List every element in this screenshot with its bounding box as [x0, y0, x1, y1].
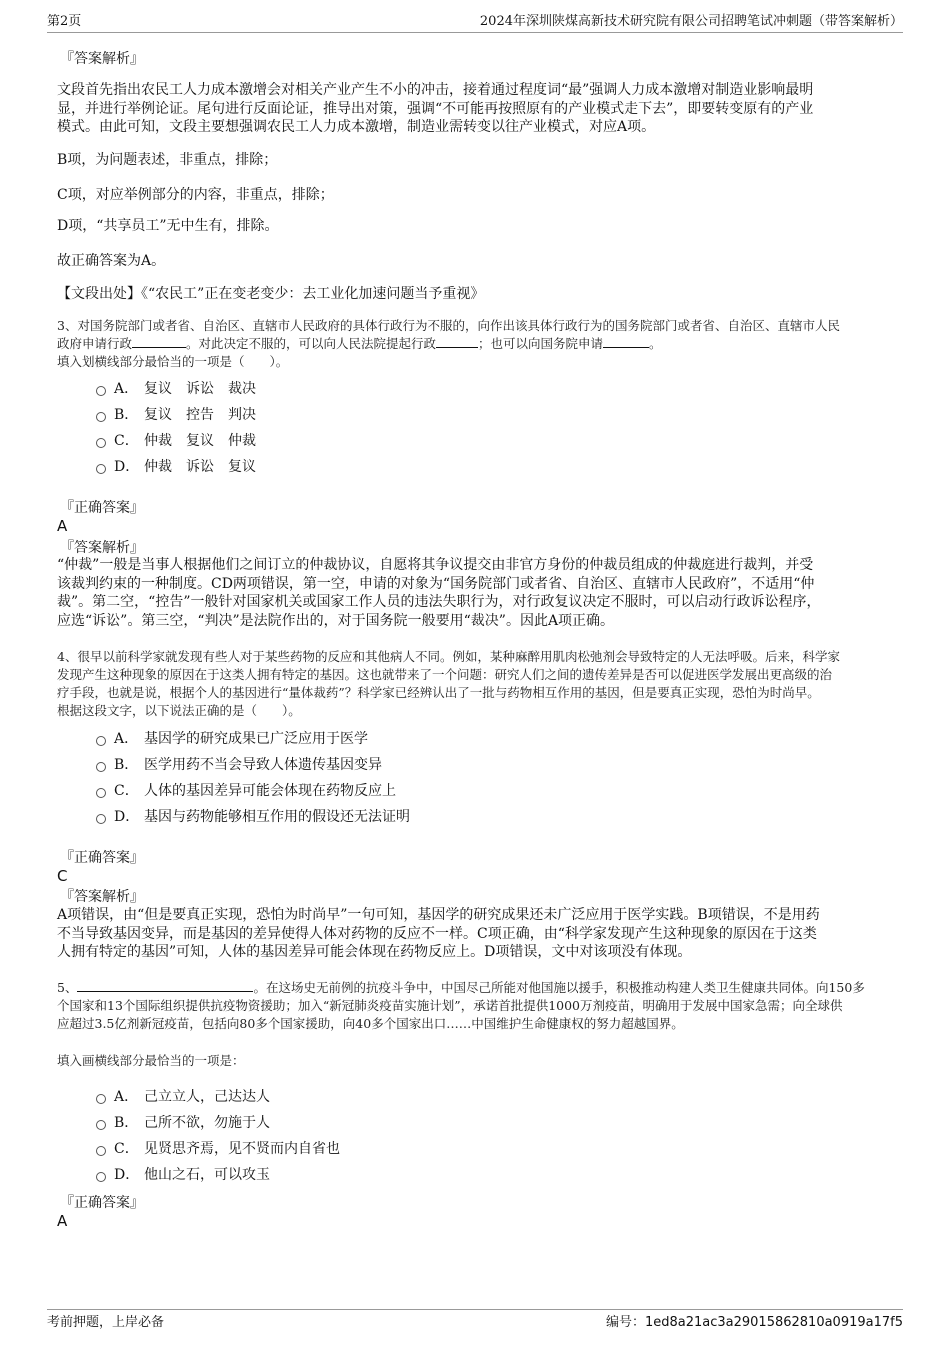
blank: [77, 979, 253, 992]
stem-line: 应超过3.5亿剂新冠疫苗，包括向80多个国家援助，向40多个国家出口……中国维护生命健康权的努力超越国界。: [57, 1016, 684, 1031]
question-3-analysis: [57, 556, 902, 630]
option-letter: D．: [114, 809, 140, 825]
question-prompt: 填入画横线部分最恰当的一项是：: [57, 1053, 245, 1068]
analysis-label: 『答案解析』: [60, 889, 144, 905]
stem-text: 。: [649, 336, 662, 351]
radio-icon[interactable]: [96, 814, 106, 824]
option-b[interactable]: [96, 754, 382, 776]
correct-answer-label: 『正确答案』: [60, 850, 144, 866]
option-text: 医学用药不当会导致人体遗传基因变异: [144, 757, 382, 773]
conclusion: 故正确答案为A。: [57, 253, 166, 269]
analysis-line: 应选“诉讼”。第三空，“判决”是法院作出的，对于国务院一般要用“裁决”。因此A项正确。: [57, 612, 615, 629]
stem-line: 4、很早以前科学家就发现有些人对于某些药物的反应和其他病人不同。例如，某种麻醉用肌肉松弛剂会导致特定的人无法呼吸。后来，科学家: [57, 649, 840, 664]
option-d[interactable]: [96, 806, 410, 828]
option-letter: B．: [114, 757, 139, 773]
option-letter: C．: [114, 783, 139, 799]
question-prompt: 根据这段文字，以下说法正确的是（ ）。: [57, 703, 301, 718]
footer-id: [606, 1312, 903, 1334]
option-text: 复议 控告 判决: [144, 407, 256, 423]
option-letter: A．: [114, 1089, 139, 1105]
stem-line: [57, 979, 902, 997]
radio-icon[interactable]: [96, 464, 106, 474]
option-text: 仲裁 诉讼 复议: [144, 459, 256, 475]
option-b[interactable]: [96, 1112, 270, 1134]
analysis-label: 『答案解析』: [60, 51, 144, 67]
analysis-line: 该裁判约束的一种制度。CD两项错误，第一空，申请的对象为“国务院部门或者省、自治区、直辖市人民政府”，不适用“仲: [57, 575, 815, 592]
correct-answer: A: [57, 1212, 68, 1230]
option-letter: D．: [114, 459, 140, 475]
stem-line: [57, 335, 902, 353]
footer-id-label: 编号：: [605, 1315, 645, 1330]
stem-text: 政府申请行政: [57, 336, 133, 351]
option-letter: B．: [114, 407, 139, 423]
option-a[interactable]: [96, 728, 368, 750]
correct-answer-label: 『正确答案』: [60, 1195, 144, 1211]
analysis-paragraph: [57, 81, 897, 137]
page-footer: [47, 1309, 903, 1332]
option-letter: D．: [114, 1167, 140, 1183]
stem-text: ；也可以向国务院申请: [478, 336, 604, 351]
blank-1: [132, 335, 186, 348]
option-letter: B．: [114, 1115, 139, 1131]
option-letter: A．: [114, 381, 139, 397]
stem-line: 个国家和13个国际组织提供抗疫物资援助；加入“新冠肺炎疫苗实施计划”，承诺首批提供1000万剂疫苗，明确用于发展中国家急需；向全球供: [57, 998, 843, 1013]
analysis-label: 『答案解析』: [60, 540, 144, 556]
question-5-stem: [57, 979, 902, 1033]
question-4-stem: [57, 648, 902, 720]
analysis-line: 裁”。第二空，“控告”一般针对国家机关或国家工作人员的违法失职行为，对行政复议决定不服时，可以启动行政诉讼程序，: [57, 594, 821, 610]
option-text: 人体的基因差异可能会体现在药物反应上: [144, 783, 396, 799]
analysis-line: 文段首先指出农民工人力成本激增会对相关产业产生不小的冲击，接着通过程度词“最”强调人力成本激增对制造业影响最明: [57, 82, 814, 98]
option-c[interactable]: [96, 1138, 340, 1160]
footer-slogan: 考前押题，上岸必备: [47, 1315, 165, 1330]
stem-line: 疗手段，也就是说，根据个人的基因进行“量体裁药”？科学家已经辨认出了一批与药物相互作用的基因，但是要真正实现，恐怕为时尚早。: [57, 685, 820, 700]
option-letter: C．: [114, 1141, 139, 1157]
question-4-analysis: [57, 906, 902, 962]
option-text: 复议 诉讼 裁决: [144, 381, 256, 397]
option-text: 己立立人，己达达人: [144, 1089, 270, 1105]
option-c[interactable]: [96, 780, 396, 802]
correct-answer: A: [57, 517, 68, 535]
analysis-c: C项，对应举例部分的内容，非重点，排除；: [57, 187, 334, 203]
option-a[interactable]: [96, 378, 256, 400]
footer-id-code: 1ed8a21ac3a29015862810a0919a17f5: [644, 1315, 903, 1330]
analysis-b: B项，为问题表述，非重点，排除；: [57, 152, 278, 168]
stem-text: 。对此决定不服的，可以向人民法院提起行政: [186, 336, 437, 351]
option-letter: A．: [114, 731, 139, 747]
radio-icon[interactable]: [96, 386, 106, 396]
analysis-d: D项，“共享员工”无中生有，排除。: [57, 218, 279, 234]
analysis-line: “仲裁”一般是当事人根据他们之间订立的仲裁协议，自愿将其争议提交由非官方身份的仲裁员组成的仲裁庭进行裁判，并受: [57, 557, 814, 573]
radio-icon[interactable]: [96, 412, 106, 422]
source-citation: 【文段出处】《“农民工”正在变老变少：去工业化加速问题当予重视》: [57, 286, 485, 302]
analysis-line: 模式。由此可知，文段主要想强调农民工人力成本激增，制造业需转变以往产业模式，对应A项。: [57, 119, 656, 135]
page-header: [47, 12, 903, 33]
option-text: 基因学的研究成果已广泛应用于医学: [144, 731, 368, 747]
question-prompt: 填入划横线部分最恰当的一项是（ ）。: [57, 354, 289, 369]
page-number: 第2页: [47, 14, 82, 29]
option-b[interactable]: [96, 404, 256, 426]
option-d[interactable]: [96, 1164, 270, 1186]
option-text: 己所不欲，勿施于人: [144, 1115, 270, 1131]
radio-icon[interactable]: [96, 762, 106, 772]
blank-3: [603, 335, 649, 348]
option-text: 基因与药物能够相互作用的假设还无法证明: [144, 809, 410, 825]
stem-line: 3、对国务院部门或者省、自治区、直辖市人民政府的具体行政行为不服的，向作出该具体行政行为的国务院部门或者省、自治区、直辖市人民: [57, 318, 840, 333]
question-3-stem: [57, 317, 902, 371]
analysis-line: 不当导致基因变异，而是基因的差异使得人体对药物的反应不一样。C项正确，由“科学家发现产生这种现象的原因在于这类: [57, 925, 817, 942]
radio-icon[interactable]: [96, 788, 106, 798]
analysis-line: 人拥有特定的基因”可知，人体的基因差异可能会体现在药物反应上。D项错误，文中对该项没有体现。: [57, 944, 692, 960]
radio-icon[interactable]: [96, 1172, 106, 1182]
question-number: 5、: [57, 980, 78, 995]
option-text: 仲裁 复议 仲裁: [144, 433, 256, 449]
option-c[interactable]: [96, 430, 256, 452]
option-a[interactable]: [96, 1086, 270, 1108]
radio-icon[interactable]: [96, 736, 106, 746]
option-d[interactable]: [96, 456, 256, 478]
option-letter: C．: [114, 433, 139, 449]
document-title: 2024年深圳陕煤高新技术研究院有限公司招聘笔试冲刺题（带答案解析）: [479, 14, 903, 29]
correct-answer-label: 『正确答案』: [60, 500, 144, 516]
analysis-line: A项错误，由“但是要真正实现，恐怕为时尚早”一句可知，基因学的研究成果还未广泛应用于医学实践。B项错误，不是用药: [57, 907, 820, 923]
option-text: 见贤思齐焉，见不贤而内自省也: [144, 1141, 340, 1157]
stem-text: 。在这场史无前例的抗疫斗争中，中国尽己所能对他国施以援手，积极推动构建人类卫生健康共同体。向150多: [253, 980, 865, 995]
radio-icon[interactable]: [96, 438, 106, 448]
radio-icon[interactable]: [96, 1120, 106, 1130]
option-text: 他山之石，可以攻玉: [144, 1167, 270, 1183]
analysis-line: 显，并进行举例论证。尾句进行反面论证，推导出对策，强调“不可能再按照原有的产业模式走下去”，即要转变原有的产业: [57, 100, 814, 117]
blank-2: [436, 335, 478, 348]
correct-answer: C: [57, 867, 68, 885]
radio-icon[interactable]: [96, 1146, 106, 1156]
radio-icon[interactable]: [96, 1094, 106, 1104]
stem-line: 发现产生这种现象的原因在于这类人拥有特定的基因。这也就带来了一个问题：研究人们之间的遗传差异是否可以促进医学发展出更高级的治: [57, 667, 833, 682]
